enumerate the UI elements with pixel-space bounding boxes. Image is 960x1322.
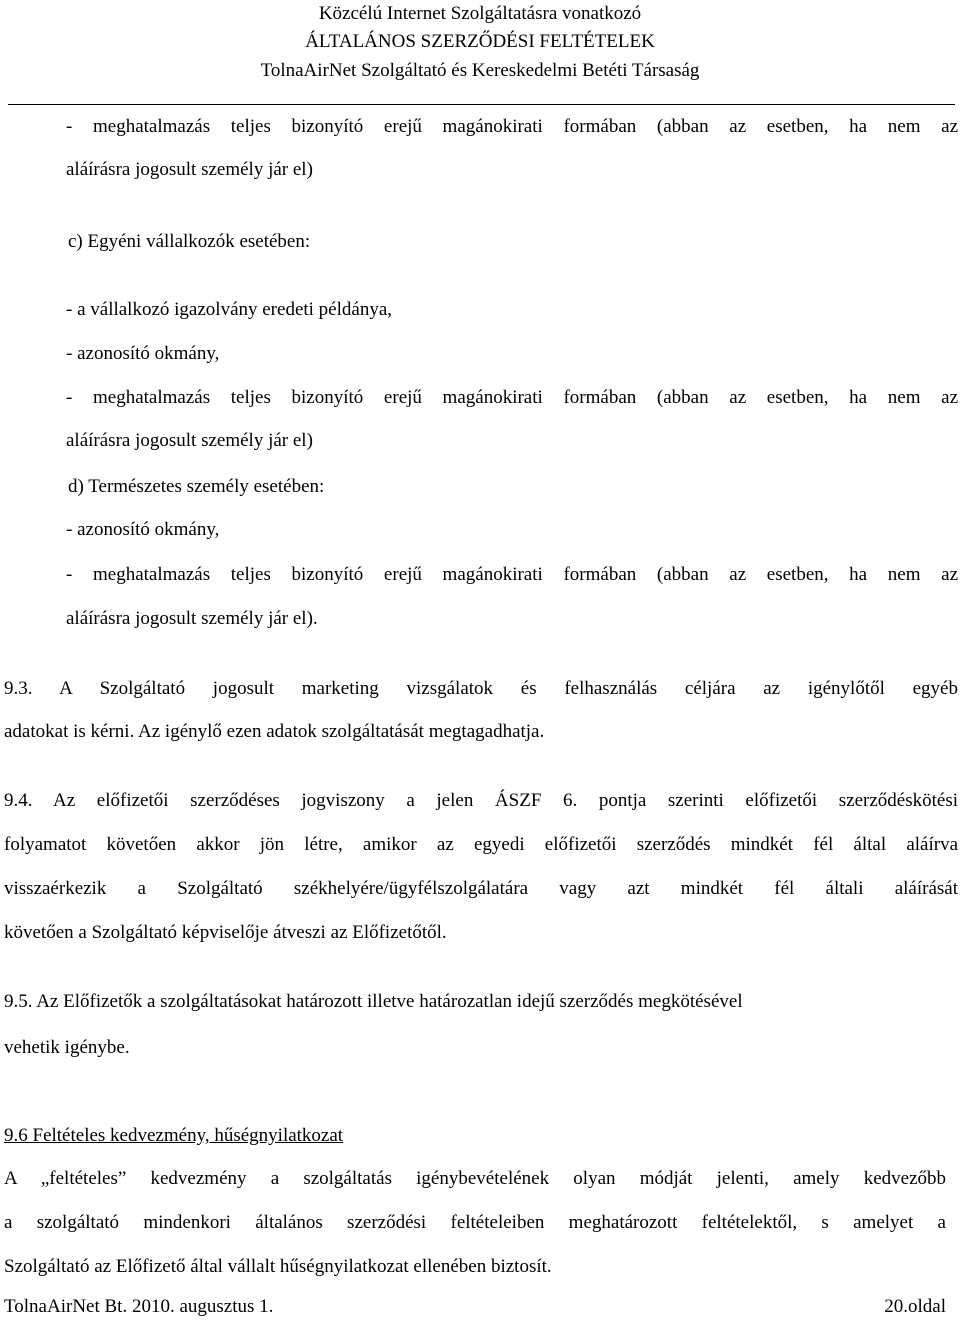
clause-9-4-line-1: 9.4. Az előfizetői szerződéses jogviszony a jelen ÁSZF 6. pontja szerinti előfizetői szerződéskötési	[4, 790, 958, 811]
clause-9-6-line-1: A „feltételes” kedvezmény a szolgáltatás igénybevételének olyan módját jelenti, amely kedvezőbb	[4, 1168, 946, 1189]
section-d-item-1: - azonosító okmány,	[66, 519, 220, 540]
section-c-item-2: - azonosító okmány,	[66, 343, 220, 364]
clause-9-3-line-2: adatokat is kérni. Az igénylő ezen adatok szolgáltatását megtagadhatja.	[4, 721, 545, 742]
clause-9-6-title: 9.6 Feltételes kedvezmény, hűségnyilatkozat	[4, 1125, 344, 1146]
header-title: ÁLTALÁNOS SZERZŐDÉSI FELTÉTELEK	[305, 31, 655, 52]
section-d-item-2-line-2: aláírásra jogosult személy jár el).	[66, 608, 318, 629]
section-c-item-1: - a vállalkozó igazolvány eredeti példánya,	[66, 299, 393, 320]
section-c-title: c) Egyéni vállalkozók esetében:	[68, 231, 311, 252]
section-d-item-2-line-1: - meghatalmazás teljes bizonyító erejű magánokirati formában (abban az esetben, ha nem az	[66, 564, 958, 585]
clause-9-6-line-2: a szolgáltató mindenkori általános szerződési feltételeiben meghatározott feltételektől, s amelyet a	[4, 1212, 946, 1233]
header-line-1: Közcélú Internet Szolgáltatásra vonatkozó	[318, 3, 642, 24]
footer-company-date: TolnaAirNet Bt. 2010. augusztus 1.	[4, 1296, 274, 1317]
clause-9-6-line-3: Szolgáltató az Előfizető által vállalt hűségnyilatkozat ellenében biztosít.	[4, 1256, 552, 1277]
clause-9-4-line-3: visszaérkezik a Szolgáltató székhelyére/ügyfélszolgálatára vagy azt mindkét fél általi aláírását	[4, 878, 958, 899]
proxy-item-line-1: - meghatalmazás teljes bizonyító erejű magánokirati formában (abban az esetben, ha nem az	[66, 116, 958, 137]
section-c-item-3-line-1: - meghatalmazás teljes bizonyító erejű magánokirati formában (abban az esetben, ha nem az	[66, 387, 958, 408]
clause-9-3-line-1: 9.3. A Szolgáltató jogosult marketing vizsgálatok és felhasználás céljára az igénylőtől egyéb	[4, 678, 958, 699]
section-d-title: d) Természetes személy esetében:	[68, 476, 325, 497]
proxy-item-line-2: aláírásra jogosult személy jár el)	[66, 159, 313, 180]
clause-9-5-line-2: vehetik igénybe.	[4, 1037, 130, 1058]
clause-9-5-line-1: 9.5. Az Előfizetők a szolgáltatásokat határozott illetve határozatlan idejű szerződés megkötésével	[4, 991, 743, 1012]
header-company: TolnaAirNet Szolgáltató és Kereskedelmi Betéti Társaság	[260, 60, 700, 81]
section-c-item-3-line-2: aláírásra jogosult személy jár el)	[66, 430, 313, 451]
clause-9-4-line-4: követően a Szolgáltató képviselője átveszi az Előfizetőtől.	[4, 922, 447, 943]
footer-page-number: 20.oldal	[884, 1296, 946, 1317]
clause-9-4-line-2: folyamatot követően akkor jön létre, amikor az egyedi előfizetői szerződés mindkét fél által aláírva	[4, 834, 958, 855]
header-divider	[8, 104, 955, 105]
